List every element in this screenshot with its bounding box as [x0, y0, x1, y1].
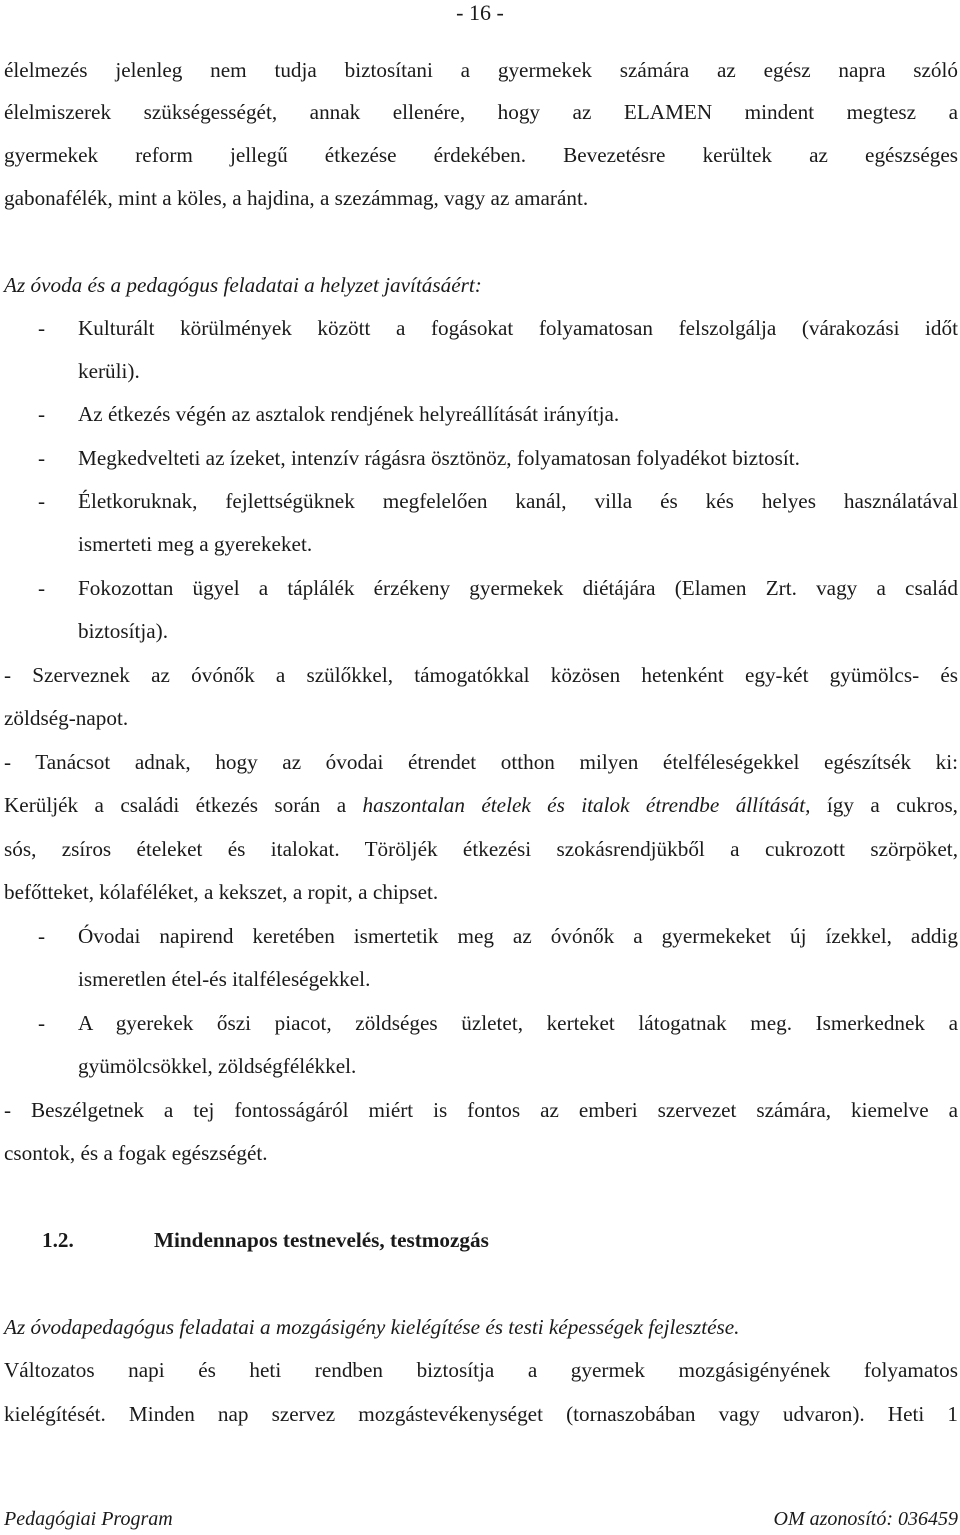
page-number: - 16 - [456, 0, 504, 25]
paragraph-line: zöldség-napot. [4, 706, 129, 730]
paragraph-line: Az óvodapedagógus feladatai a mozgásigény kielégítése és testi képességek fejlesztése. [4, 1315, 740, 1339]
list-item-text: Fokozottan ügyel a táplálék érzékeny gyermekek diétájára (Elamen Zrt. vagy a család [78, 576, 958, 600]
list-item-continuation: gyümölcsökkel, zöldségfélékkel. [78, 1054, 357, 1078]
list-item-continuation: biztosítja). [78, 619, 169, 643]
text-run: Kerüljék a családi étkezés során a [4, 793, 363, 817]
list-item-continuation: kerüli). [78, 359, 140, 383]
bullet-dash: - [38, 446, 46, 470]
list-item-text: Az étkezés végén az asztalok rendjének helyreállítását irányítja. [78, 402, 620, 426]
paragraph-line: sós, zsíros ételeket és italokat. Töröljék étkezési szokásrendjükből a cukrozott szörpöket, [4, 837, 958, 861]
footer-om-id: OM azonosító: 036459 [773, 1508, 958, 1530]
paragraph-line: - Tanácsot adnak, hogy az óvodai étrendet otthon milyen ételféleségekkel egészítsék ki: [4, 750, 958, 774]
footer-document-title: Pedagógiai Program [4, 1508, 173, 1530]
paragraph-line: befőtteket, kólaféléket, a kekszet, a ropit, a chipset. [4, 880, 439, 904]
paragraph-line: élelmiszerek szükségességét, annak ellenére, hogy az ELAMEN mindent megtesz a [4, 100, 958, 124]
list-item-text: Kulturált körülmények között a fogásokat folyamatosan felszolgálja (várakozási időt [78, 316, 958, 340]
paragraph-line: - Beszélgetnek a tej fontosságáról miért is fontos az emberi szervezet számára, kiemelve a [4, 1098, 958, 1122]
list-item-text: A gyerekek őszi piacot, zöldséges üzletet, kerteket látogatnak meg. Ismerkednek a [78, 1011, 958, 1035]
paragraph-line: gyermekek reform jellegű étkezése érdekében. Bevezetésre kerültek az egészséges [4, 143, 958, 167]
list-item-text: Megkedvelteti az ízeket, intenzív rágásra ösztönöz, folyamatosan folyadékot biztosít. [78, 446, 800, 470]
bullet-dash: - [38, 1011, 46, 1035]
paragraph-line: Változatos napi és heti rendben biztosítja a gyermek mozgásigényének folyamatos [4, 1358, 958, 1382]
section-number: 1.2. [42, 1228, 74, 1252]
list-item-continuation: ismerteti meg a gyerekeket. [78, 532, 313, 556]
bullet-dash: - [38, 402, 46, 426]
bullet-dash: - [38, 316, 46, 340]
list-item-text: Életkoruknak, fejlettségüknek megfelelően kanál, villa és kés helyes használatával [78, 489, 958, 513]
list-item-continuation: ismeretlen étel-és italféleségekkel. [78, 967, 371, 991]
bullet-dash: - [38, 924, 46, 948]
bullet-dash: - [38, 489, 46, 513]
paragraph-line: élelmezés jelenleg nem tudja biztosítani a gyermekek számára az egész napra szóló [4, 58, 958, 82]
bullet-dash: - [38, 576, 46, 600]
paragraph-line [4, 791, 958, 819]
section-title: Mindennapos testnevelés, testmozgás [154, 1228, 489, 1252]
paragraph-line: kielégítését. Minden nap szervez mozgástevékenységet (tornaszobában vagy udvaron). Heti 1 [4, 1402, 958, 1426]
paragraph-line: - Szerveznek az óvónők a szülőkkel, támogatókkal közösen hetenként egy-két gyümölcs- és [4, 663, 958, 687]
paragraph-line: gabonafélék, mint a köles, a hajdina, a szezámmag, vagy az amaránt. [4, 186, 589, 210]
paragraph-line: csontok, és a fogak egészségét. [4, 1141, 268, 1165]
subheading: Az óvoda és a pedagógus feladatai a helyzet javításáért: [4, 273, 482, 297]
text-run: így a cukros, [810, 793, 958, 817]
emphasis-text: haszontalan ételek és italok étrendbe állítását, [362, 793, 811, 817]
list-item-text: Óvodai napirend keretében ismertetik meg az óvónők a gyermekeket új ízekkel, addig [78, 924, 958, 948]
